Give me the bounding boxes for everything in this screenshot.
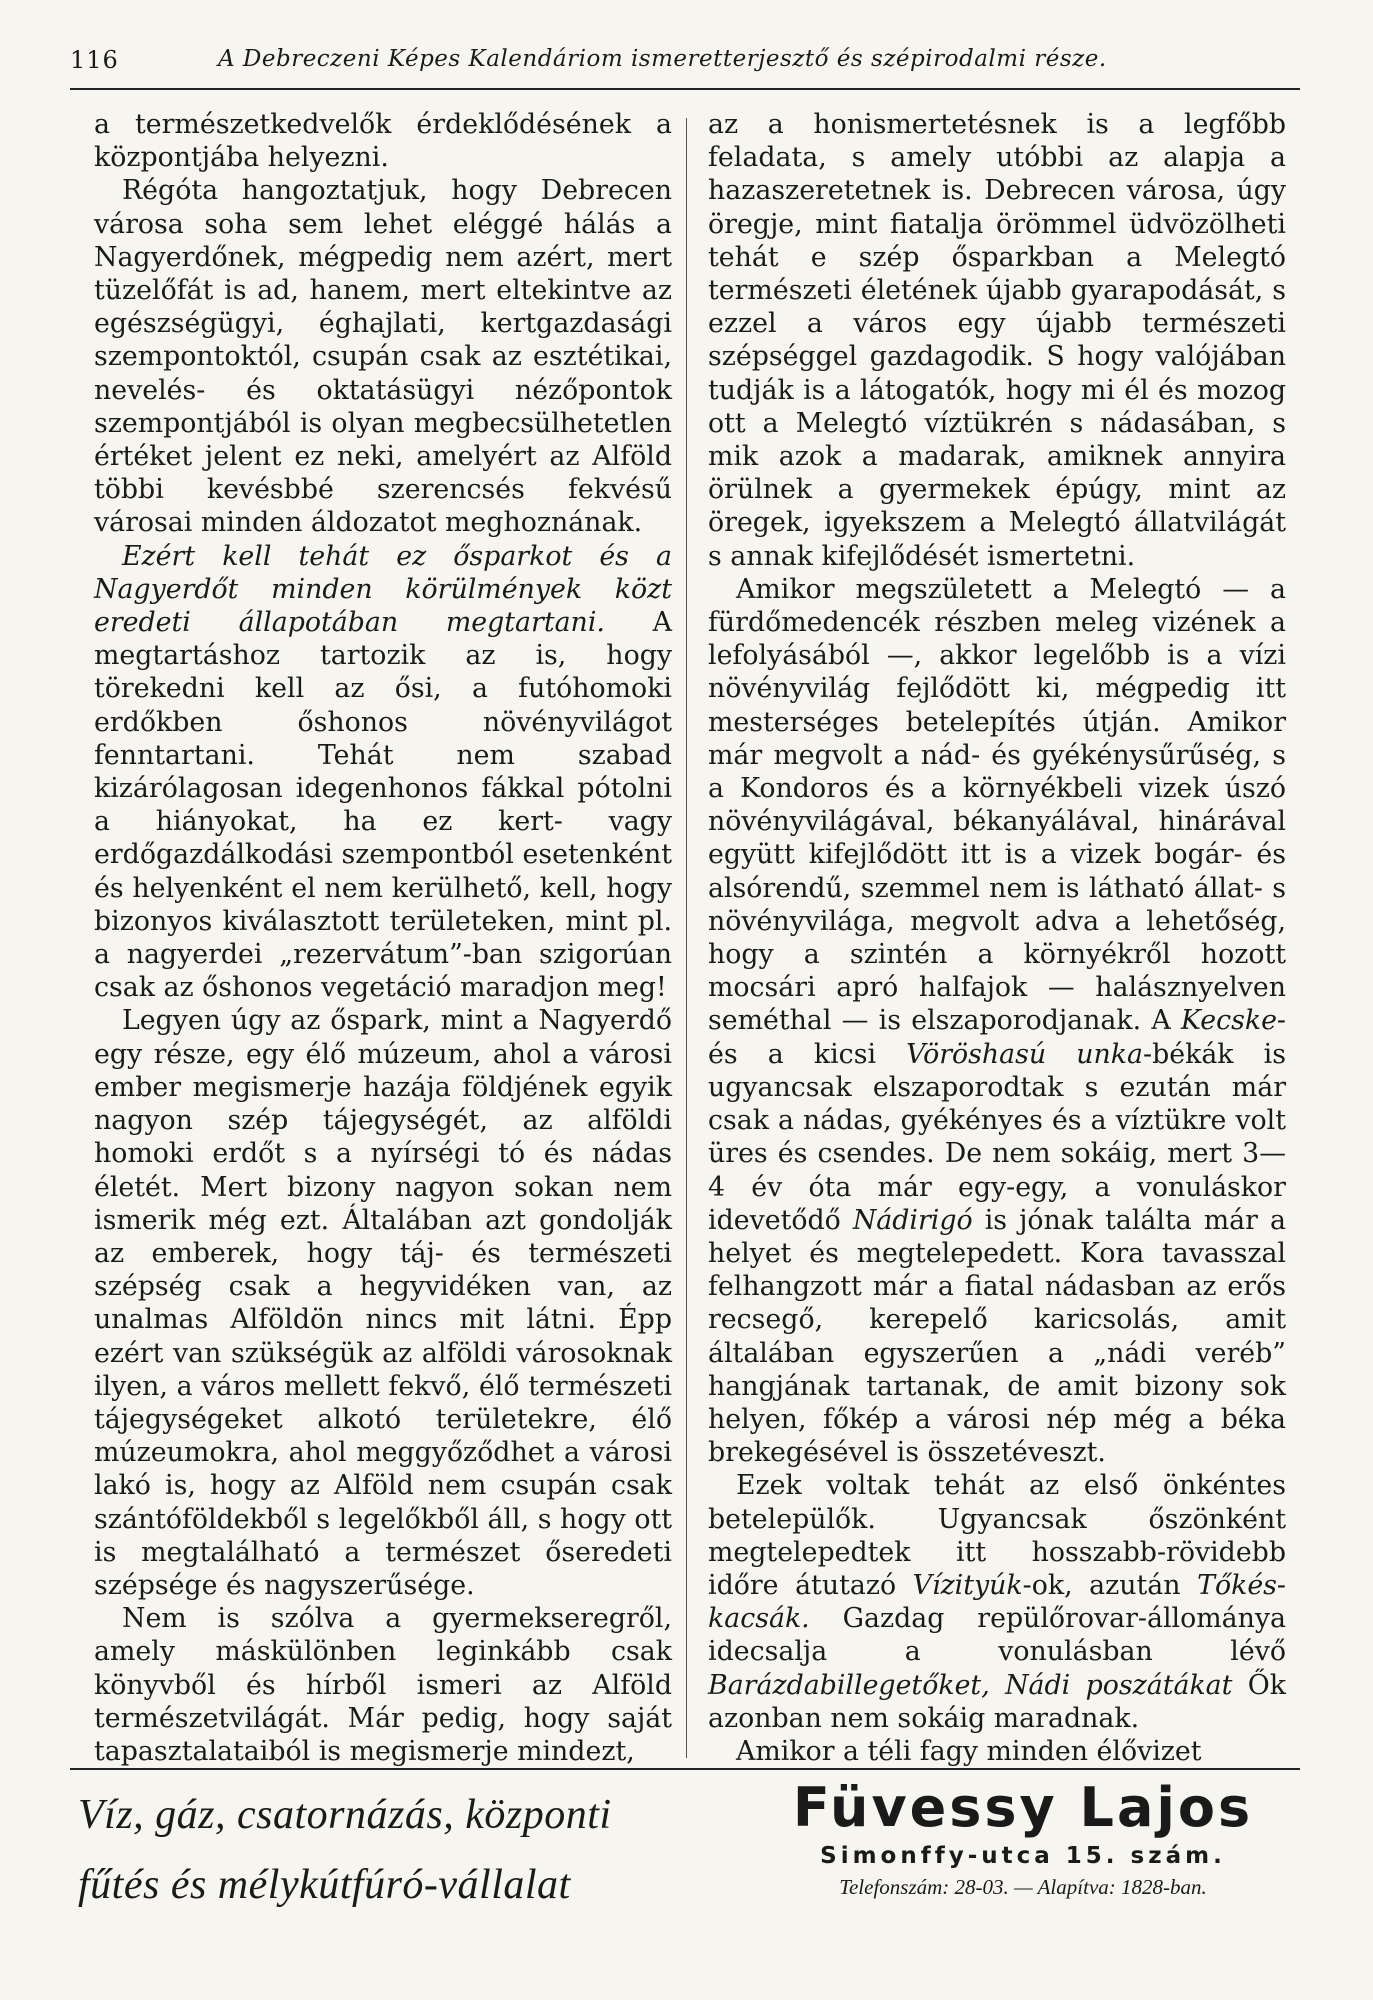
column-divider	[686, 118, 687, 1758]
species-name: Vöröshasú unka	[906, 1038, 1144, 1070]
paragraph-text: is jónak találta már a helyet és megtelepedett. Kora tavasszal felhangzott már a fiatal nádasban az erős recsegő, kerepelő karicsolás, amit általában egyszerűen a „nádi veréb” hangjának tartanak, de amit bizony sok helyen, főkép a városi nép még a béka brekegésével is összetéveszt.	[708, 1204, 1286, 1469]
paragraph-text: Amikor megszületett a Melegtó — a fürdőmedencék részben meleg vizének a lefolyásából —, akkor legelőbb is a vízi növényvilág fejlődött ki, mégpedig itt mesterséges betelepítés útján. Amikor már megvolt a nád- és gyékénysűrűség, s a Kondoros és a környékbeli vizek úszó növényvilágával, békanyálával, hinárával együtt kifejlődött itt is a vizek bogár- és alsórendű, szemmel nem is látható állat- s növényvilága, megvolt adva a lehetőség, hogy a szintén a környékről hozott mocsári apró halfajok — halásznyelven seméthal — is elszaporodjanak. A	[708, 573, 1286, 1037]
advertisement-company	[738, 1776, 1308, 1902]
species-name: Vízityúk	[912, 1569, 1023, 1601]
company-name: Füvessy Lajos	[792, 1776, 1254, 1839]
right-column	[708, 108, 1286, 1768]
separator: —	[1014, 1875, 1033, 1899]
paragraph: Régóta hangoztatjuk, hogy Debrecen városa soha sem lehet eléggé hálás a Nagyerdőnek, mégpedig nem azért, mert tüzelőfát is ad, hanem, mert eltekintve az egészségügyi, éghajlati, kertgazdasági szempontoktól, csupán csak az esztétikai, nevelés- és oktatásügyi nézőpontok szempontjából is olyan megbecsülhetetlen értéket jelent ez neki, amelyért az Alföld többi kevésbbé szerencsés fekvésű városai minden áldozatot meghoznának.	[94, 175, 672, 539]
paragraph	[94, 540, 672, 1005]
paragraph: Nem is szólva a gyermekseregről, amely máskülönben leginkább csak könyvből és hírből ismeri az Alföld természetvilágát. Már pedig, hogy saját tapasztalataiból is megismerje mindezt,	[94, 1603, 672, 1767]
company-address: Simonffy-utca 15. szám.	[820, 1843, 1226, 1869]
species-name: Barázdabillegetőket, Nádi poszátákat	[708, 1669, 1233, 1701]
left-column	[94, 108, 672, 1768]
advertisement-divider	[70, 1768, 1300, 1770]
services-line: Víz, gáz, csatornázás, központi	[78, 1792, 612, 1838]
species-name: Kecske-	[1180, 1005, 1286, 1037]
paragraph: Legyen úgy az őspark, mint a Nagyerdő egy része, egy élő múzeum, ahol a városi ember megismerje hazája földjének egyik nagyon szép tájegységét, az alföldi homoki erdőt s a nyírségi tó és nádas életét. Mert bizony nagyon sokan nem ismerik még ezt. Általában azt gondolják az emberek, hogy táj- és természeti szépség csak a hegyvidéken van, az unalmas Alföldön nincs mit látni. Épp ezért van szükségük az alföldi városoknak ilyen, a város mellett fekvő, élő természeti tájegységeket alkotó területekre, élő múzeumokra, ahol meggyőződhet a városi lakó is, hogy az Alföld nem csupán csak szántóföldekből s legelőkből áll, s hogy ott is megtalálható a természet őseredeti szépsége és nagyszerűsége.	[94, 1005, 672, 1601]
phone-number: Telefonszám: 28-03.	[839, 1875, 1009, 1899]
species-name: Tőkés-kacsák.	[708, 1569, 1286, 1635]
paragraph-text: A megtartáshoz tartozik az is, hogy törekedni kell az ősi, a futóhomoki erdőkben őshonos növényvilágot fenntartani. Tehát nem szabad kizárólagosan idegenhonos fákkal pótolni a hiányokat, ha ez kert- vagy erdőgazdálkodási szempontból esetenként és helyenként el nem kerülhető, kell, hogy bizonyos kiválasztott területeken, mint pl. a nagyerdei „rezervátum”-ban szigorúan csak az őshonos vegetáció maradjon meg!	[94, 607, 673, 1004]
running-title: A Debreczeni Képes Kalendáriom ismeretterjesztő és szépirodalmi része.	[218, 46, 1107, 72]
page-header	[70, 44, 1300, 90]
paragraph-text: Ezek voltak tehát az első önkéntes betelepülők. Ugyancsak őszönként megtelepedtek itt hosszabb-rövidebb időre átutazó	[708, 1470, 1286, 1601]
paragraph-text: és a kicsi	[708, 1038, 907, 1070]
paragraph-text: -ok, azután	[1022, 1569, 1198, 1601]
paragraph: a természetkedvelők érdeklődésének a központjába helyezni.	[94, 109, 672, 174]
advertisement-services	[78, 1780, 718, 1920]
paragraph-text: Ők azonban nem sokáig maradnak.	[708, 1669, 1286, 1734]
paragraph-text: Gazdag repülőrovar-állománya idecsalja a vonulásban lévő	[708, 1603, 1286, 1668]
founded-date: Alapítva: 1828-ban.	[1037, 1875, 1207, 1899]
species-name: Nádirigó	[852, 1204, 973, 1236]
paragraph	[708, 573, 1286, 1469]
services-line: fűtés és mélykútfúró-vállalat	[78, 1862, 571, 1908]
paragraph: Amikor a téli fagy minden élővizet	[736, 1735, 1202, 1767]
paragraph: az a honismertetésnek is a legfőbb feladata, s amely utóbbi az alapja a hazaszeretetnek is. Debrecen városa, úgy öregje, mint fiatalja örömmel üdvözölheti tehát e szép ősparkban a Melegtó természeti életének újabb gyarapodását, s ezzel a város egy újabb természeti szépséggel gazdagodik. S hogy valójában tudják is a látogatók, hogy mi él és mozog ott a Melegtó víztükrén s nádasában, s mik azok a madarak, amiknek annyira örülnek a gyermekek épúgy, mint az öregek, igyekszem a Melegtó állatvilágát s annak kifejlődését ismertetni.	[708, 109, 1286, 572]
paragraph	[708, 1469, 1286, 1735]
company-contact	[738, 1872, 1308, 1902]
emphasized-text: Ezért kell tehát ez ősparkot és a Nagyerdőt minden körülmények közt eredeti állapotában megtartani.	[94, 540, 672, 639]
page-number: 116	[70, 46, 119, 74]
paragraph-text: -békák is ugyancsak elszaporodtak s ezután már csak a nádas, gyékényes és a víztükre volt üres és csendes. De nem sokáig, mert 3—4 év óta már egy-egy, a vonuláskor idevetődő	[708, 1038, 1287, 1236]
